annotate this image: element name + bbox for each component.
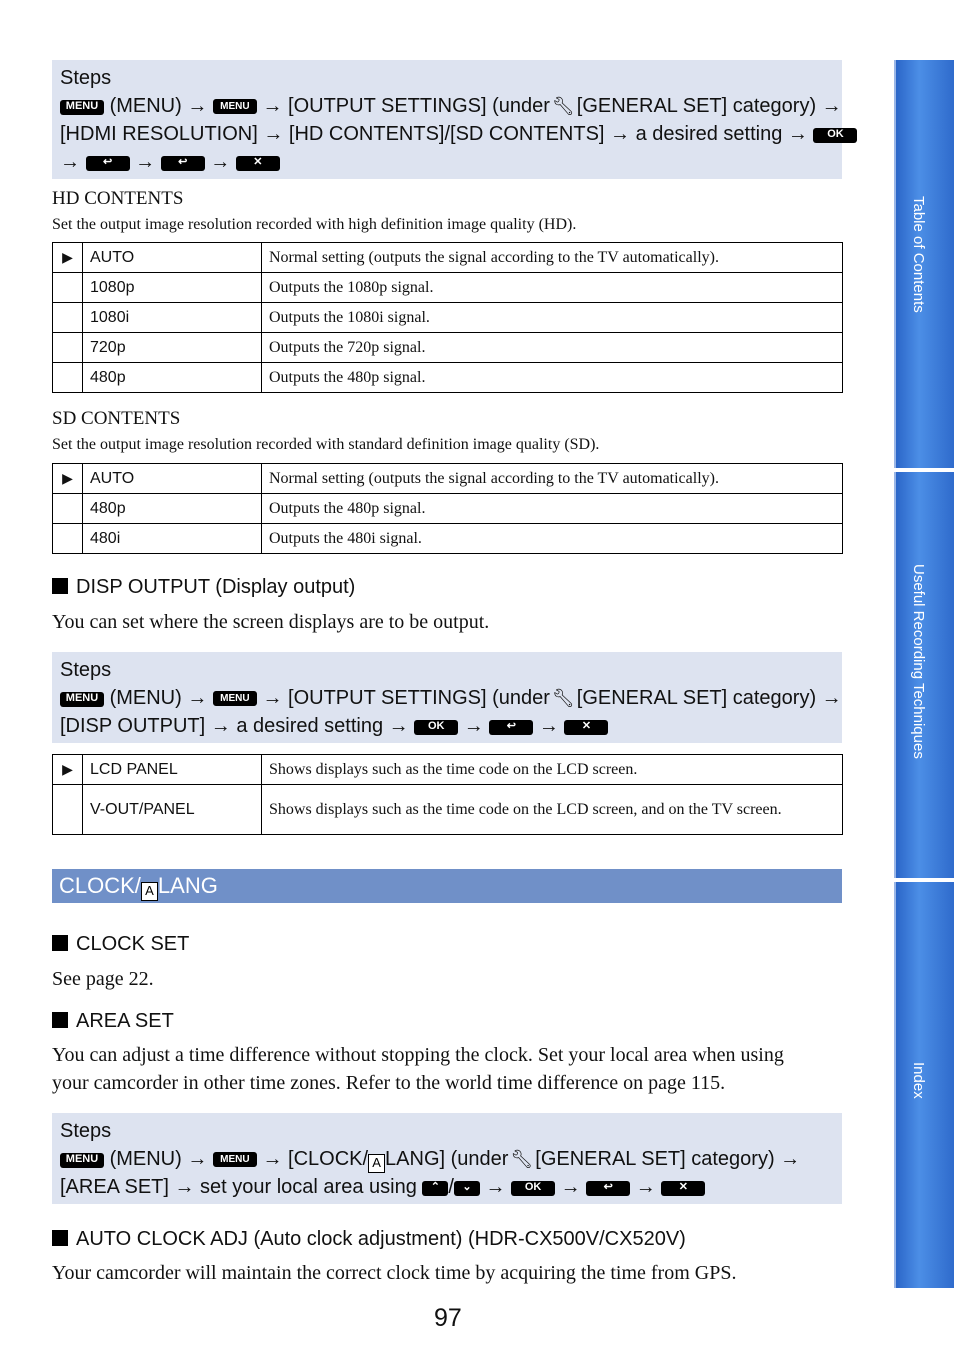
heading-text: DISP OUTPUT (Display output) [76,576,356,598]
hd-contents-table [52,242,843,393]
auto-clock-body: Your camcorder will maintain the correct clock time by acquiring the time from GPS. [52,1262,737,1284]
arrow: → [560,1176,581,1198]
arrow: → [485,1176,506,1198]
steps-title: Steps [60,659,112,681]
default-marker [53,494,83,524]
step-text: (MENU) → [109,1148,208,1170]
table-row [53,303,843,333]
tab-label: Table of Contents [910,196,927,313]
option-name: 480p [83,494,262,524]
default-marker [53,363,83,393]
step-text: [GENERAL SET] category) → [576,95,842,117]
steps-box-area [52,1113,842,1204]
language-a-icon: A [141,882,158,901]
step-text: [GENERAL SET] category) → [535,1148,801,1170]
close-icon: ✕ [661,1181,705,1196]
clock-set-body: See page 22. [52,968,154,990]
menu-button-icon: MENU [60,100,104,115]
option-desc: Outputs the 1080p signal. [262,273,843,303]
close-icon: ✕ [236,156,280,171]
table-row [53,785,843,835]
table-row [53,524,843,554]
option-desc: Normal setting (outputs the signal according to the TV automatically). [262,243,843,273]
arrow: → [538,715,559,737]
step-text: → [CLOCK/ [262,1148,369,1170]
steps-box-disp [52,652,842,743]
back-icon: ↩ [86,156,130,171]
step-text: [DISP OUTPUT] → a desired setting → [60,715,409,737]
language-a-icon: A [368,1154,385,1173]
menu-icon-button-icon: MENU [213,691,257,706]
option-name: LCD PANEL [83,755,262,785]
clock-set-heading [52,933,189,956]
ok-button-icon: OK [414,720,458,735]
steps-box-hdmi [52,60,842,179]
step-text: [GENERAL SET] category) → [576,687,842,709]
table-row [53,464,843,494]
option-name: AUTO [83,464,262,494]
option-desc: Outputs the 1080i signal. [262,303,843,333]
bullet-square-icon [52,935,68,951]
default-marker: ▶ [53,243,83,273]
tab-table-of-contents[interactable] [894,60,954,468]
back-icon: ↩ [161,156,205,171]
area-set-body-2: your camcorder in other time zones. Refer to the world time difference on page 115. [52,1072,726,1094]
step-text: (MENU) → [109,687,208,709]
up-arrow-icon: ⌃ [422,1181,448,1196]
default-marker [53,303,83,333]
tab-index[interactable] [894,882,954,1288]
option-desc: Normal setting (outputs the signal according to the TV automatically). [262,464,843,494]
section-clock-lang [52,869,842,903]
bullet-square-icon [52,1230,68,1246]
default-marker [53,785,83,835]
heading-text: AREA SET [76,1010,174,1032]
area-set-body-1: You can adjust a time difference without stopping the clock. Set your local area when using [52,1044,784,1066]
table-row [53,755,843,785]
menu-icon-button-icon: MENU [213,1152,257,1167]
step-text: → [OUTPUT SETTINGS] (under [262,95,550,117]
tab-label: Useful Recording Techniques [910,564,927,759]
table-row [53,363,843,393]
disp-output-body: You can set where the screen displays are to be output. [52,611,490,633]
option-name: AUTO [83,243,262,273]
option-name: 1080p [83,273,262,303]
close-icon: ✕ [564,720,608,735]
wrench-icon: 🔧︎ [510,1149,534,1169]
slash: / [448,1176,454,1198]
table-row [53,273,843,303]
disp-output-heading [52,576,355,599]
table-row [53,243,843,273]
ok-button-icon: OK [511,1181,555,1196]
bullet-square-icon [52,1012,68,1028]
step-text: (MENU) → [109,95,208,117]
option-desc: Outputs the 480i signal. [262,524,843,554]
tab-label: Index [910,1062,927,1099]
arrow: → [210,151,231,173]
page-number: 97 [434,1304,462,1332]
wrench-icon: 🔧︎ [551,96,575,116]
step-text: LANG] (under [385,1148,509,1170]
sd-contents-desc: Set the output image resolution recorded with standard definition image quality (SD). [52,436,600,453]
arrow: → [60,151,80,173]
tab-useful-recording-techniques[interactable] [894,472,954,878]
back-icon: ↩ [489,720,533,735]
sd-contents-table [52,463,843,554]
option-name: V-OUT/PANEL [83,785,262,835]
hd-contents-title: HD CONTENTS [52,188,184,209]
option-desc: Outputs the 480p signal. [262,363,843,393]
heading-text: AUTO CLOCK ADJ (Auto clock adjustment) (HDR-CX500V/CX520V) [76,1228,686,1250]
option-name: 720p [83,333,262,363]
option-desc: Shows displays such as the time code on the LCD screen. [262,755,843,785]
menu-icon-button-icon: MENU [213,99,257,114]
down-arrow-icon: ⌄ [454,1181,480,1196]
option-desc: Outputs the 720p signal. [262,333,843,363]
default-marker [53,524,83,554]
default-marker [53,333,83,363]
area-set-heading [52,1010,174,1033]
menu-button-icon: MENU [60,692,104,707]
wrench-icon: 🔧︎ [551,688,575,708]
ok-button-icon: OK [813,128,857,143]
option-desc: Shows displays such as the time code on the LCD screen, and on the TV screen. [262,785,843,835]
bullet-square-icon [52,578,68,594]
arrow: → [463,715,484,737]
step-text: [AREA SET] → set your local area using [60,1176,417,1198]
back-icon: ↩ [586,1181,630,1196]
steps-title: Steps [60,1120,112,1142]
step-text: → [OUTPUT SETTINGS] (under [262,687,550,709]
arrow: → [635,1176,656,1198]
section-title-suffix: LANG [157,873,218,898]
heading-text: CLOCK SET [76,933,190,955]
section-title-prefix: CLOCK/ [59,873,141,898]
disp-output-table [52,754,843,835]
option-name: 480i [83,524,262,554]
step-text: [HDMI RESOLUTION] → [HD CONTENTS]/[SD CONTENTS] → a desired setting → [60,123,808,145]
table-row [53,333,843,363]
menu-button-icon: MENU [60,1153,104,1168]
option-name: 1080i [83,303,262,333]
option-name: 480p [83,363,262,393]
steps-title: Steps [60,67,112,89]
sd-contents-title: SD CONTENTS [52,408,181,429]
arrow: → [135,151,156,173]
default-marker: ▶ [53,755,83,785]
hd-contents-desc: Set the output image resolution recorded with high definition image quality (HD). [52,216,577,233]
auto-clock-heading [52,1228,686,1251]
default-marker [53,273,83,303]
default-marker: ▶ [53,464,83,494]
table-row [53,494,843,524]
option-desc: Outputs the 480p signal. [262,494,843,524]
